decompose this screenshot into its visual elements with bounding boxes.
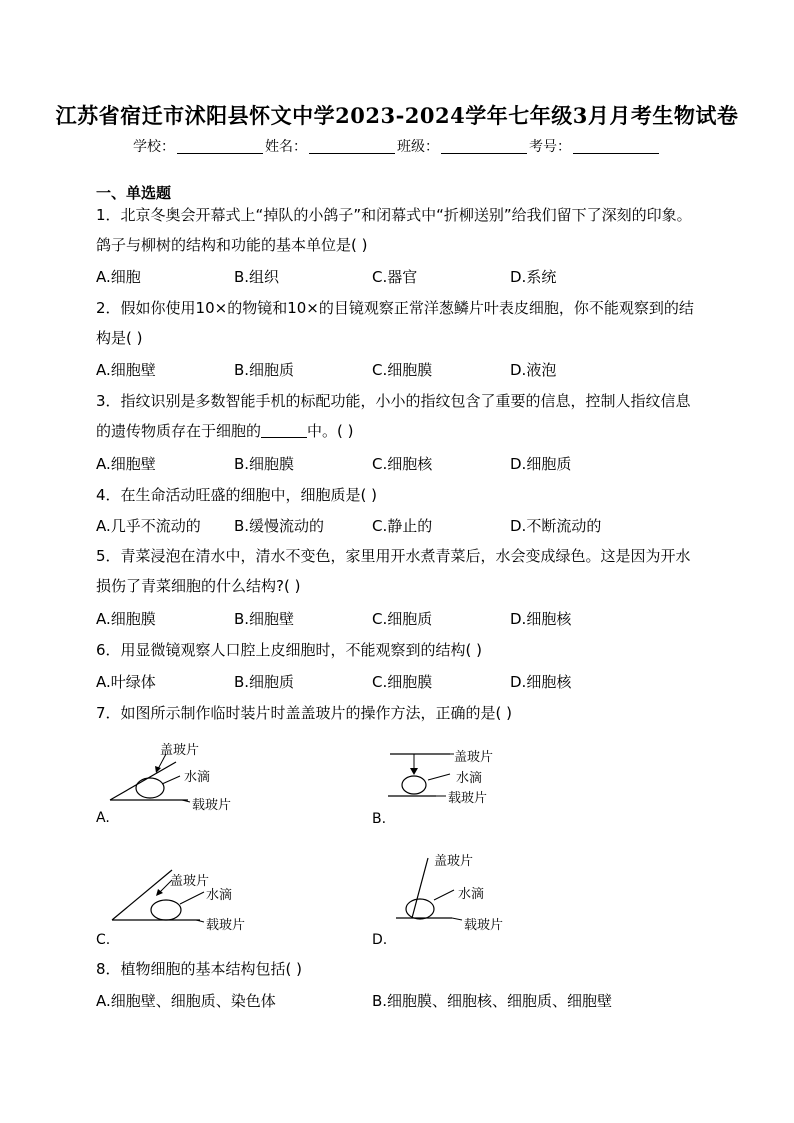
question-4-options	[96, 515, 716, 537]
exam-title: 江苏省宿迁市沭阳县怀文中学2023-2024学年七年级3月月考生物试卷	[55, 103, 739, 128]
option: B.细胞膜	[234, 455, 295, 473]
cover-slip-label: 盖玻片	[170, 874, 210, 889]
school-blank[interactable]	[177, 139, 263, 154]
option: C.细胞核	[372, 455, 433, 473]
option: D.系统	[510, 268, 557, 286]
stem-text: 中。( )	[307, 422, 354, 440]
cover-slip-label: 盖玻片	[454, 750, 494, 765]
student-info-line	[0, 136, 794, 156]
figure-letter: D.	[372, 932, 388, 948]
option: B.组织	[234, 268, 280, 286]
figure-letter: A.	[96, 810, 110, 826]
water-drop-label: 水滴	[458, 887, 485, 902]
cover-slip-label: 盖玻片	[160, 743, 200, 758]
section-heading: 一、单选题	[96, 184, 172, 202]
water-drop-label: 水滴	[206, 888, 233, 903]
slide-label: 载玻片	[448, 791, 488, 806]
question-3-options	[96, 453, 716, 475]
number-blank[interactable]	[573, 139, 659, 154]
figure-letter: B.	[372, 811, 387, 827]
question-4-stem: 4．在生命活动旺盛的细胞中，细胞质是( )	[96, 486, 378, 504]
school-label: 学校：	[133, 139, 175, 155]
name-blank[interactable]	[309, 139, 395, 154]
option: C.静止的	[372, 517, 433, 535]
option: C.细胞质	[372, 610, 433, 628]
option: A.叶绿体	[96, 673, 156, 691]
option: A.细胞壁	[96, 455, 156, 473]
slide-label: 载玻片	[192, 798, 232, 813]
answer-blank[interactable]	[261, 423, 307, 438]
option: A.细胞	[96, 268, 141, 286]
water-drop-label: 水滴	[184, 770, 211, 785]
option: D.细胞核	[510, 610, 572, 628]
option: B.细胞质	[234, 673, 295, 691]
cover-slip-label: 盖玻片	[434, 854, 474, 869]
option: B.缓慢流动的	[234, 517, 325, 535]
class-blank[interactable]	[441, 139, 527, 154]
water-drop-label: 水滴	[456, 771, 483, 786]
question-1-options	[96, 266, 716, 288]
figure-b	[372, 742, 572, 836]
figure-d	[372, 848, 572, 956]
question-3-stem	[96, 386, 696, 446]
question-2-options	[96, 359, 716, 381]
option: A.细胞膜	[96, 610, 156, 628]
slide-label: 载玻片	[206, 918, 246, 933]
figure-letter: C.	[96, 932, 111, 948]
option: A.几乎不流动的	[96, 517, 201, 535]
name-label: 姓名：	[265, 139, 307, 155]
figure-c	[96, 862, 296, 956]
option: C.器官	[372, 268, 418, 286]
question-8-options	[96, 990, 716, 1012]
question-5-stem: 5．青菜浸泡在清水中，清水不变色，家里用开水煮青菜后，水会变成绿色。这是因为开水损伤了青菜细胞的什么结构?( )	[96, 547, 691, 595]
slide-label: 载玻片	[464, 918, 504, 933]
question-7-stem: 7．如图所示制作临时装片时盖盖玻片的操作方法，正确的是( )	[96, 704, 513, 722]
option: B.细胞质	[234, 361, 295, 379]
option: B.细胞膜、细胞核、细胞质、细胞壁	[372, 992, 613, 1010]
question-2-stem: 2．假如你使用10×的物镜和10×的目镜观察正常洋葱鳞片叶表皮细胞，你不能观察到的结构是( )	[96, 299, 694, 347]
stem-text: 3．指纹识别是多数智能手机的标配功能，小小的指纹包含了重要的信息，控制人指纹信息的遗传物质存在于细胞的	[96, 392, 691, 440]
question-8-stem: 8．植物细胞的基本结构包括( )	[96, 960, 303, 978]
option: D.细胞质	[510, 455, 572, 473]
question-6-options	[96, 671, 716, 693]
option: B.细胞壁	[234, 610, 295, 628]
figure-a	[96, 736, 296, 836]
option: C.细胞膜	[372, 361, 433, 379]
option: A.细胞壁	[96, 361, 156, 379]
option: D.液泡	[510, 361, 557, 379]
question-6-stem: 6．用显微镜观察人口腔上皮细胞时，不能观察到的结构( )	[96, 641, 483, 659]
option: A.细胞壁、细胞质、染色体	[96, 992, 276, 1010]
question-5-options	[96, 608, 716, 630]
option: D.不断流动的	[510, 517, 602, 535]
question-1-stem: 1．北京冬奥会开幕式上“掉队的小鸽子”和闭幕式中“折柳送别”给我们留下了深刻的印象。鸽子与柳树的结构和功能的基本单位是( )	[96, 206, 692, 254]
option: C.细胞膜	[372, 673, 433, 691]
number-label: 考号：	[529, 139, 571, 155]
class-label: 班级：	[397, 139, 439, 155]
option: D.细胞核	[510, 673, 572, 691]
